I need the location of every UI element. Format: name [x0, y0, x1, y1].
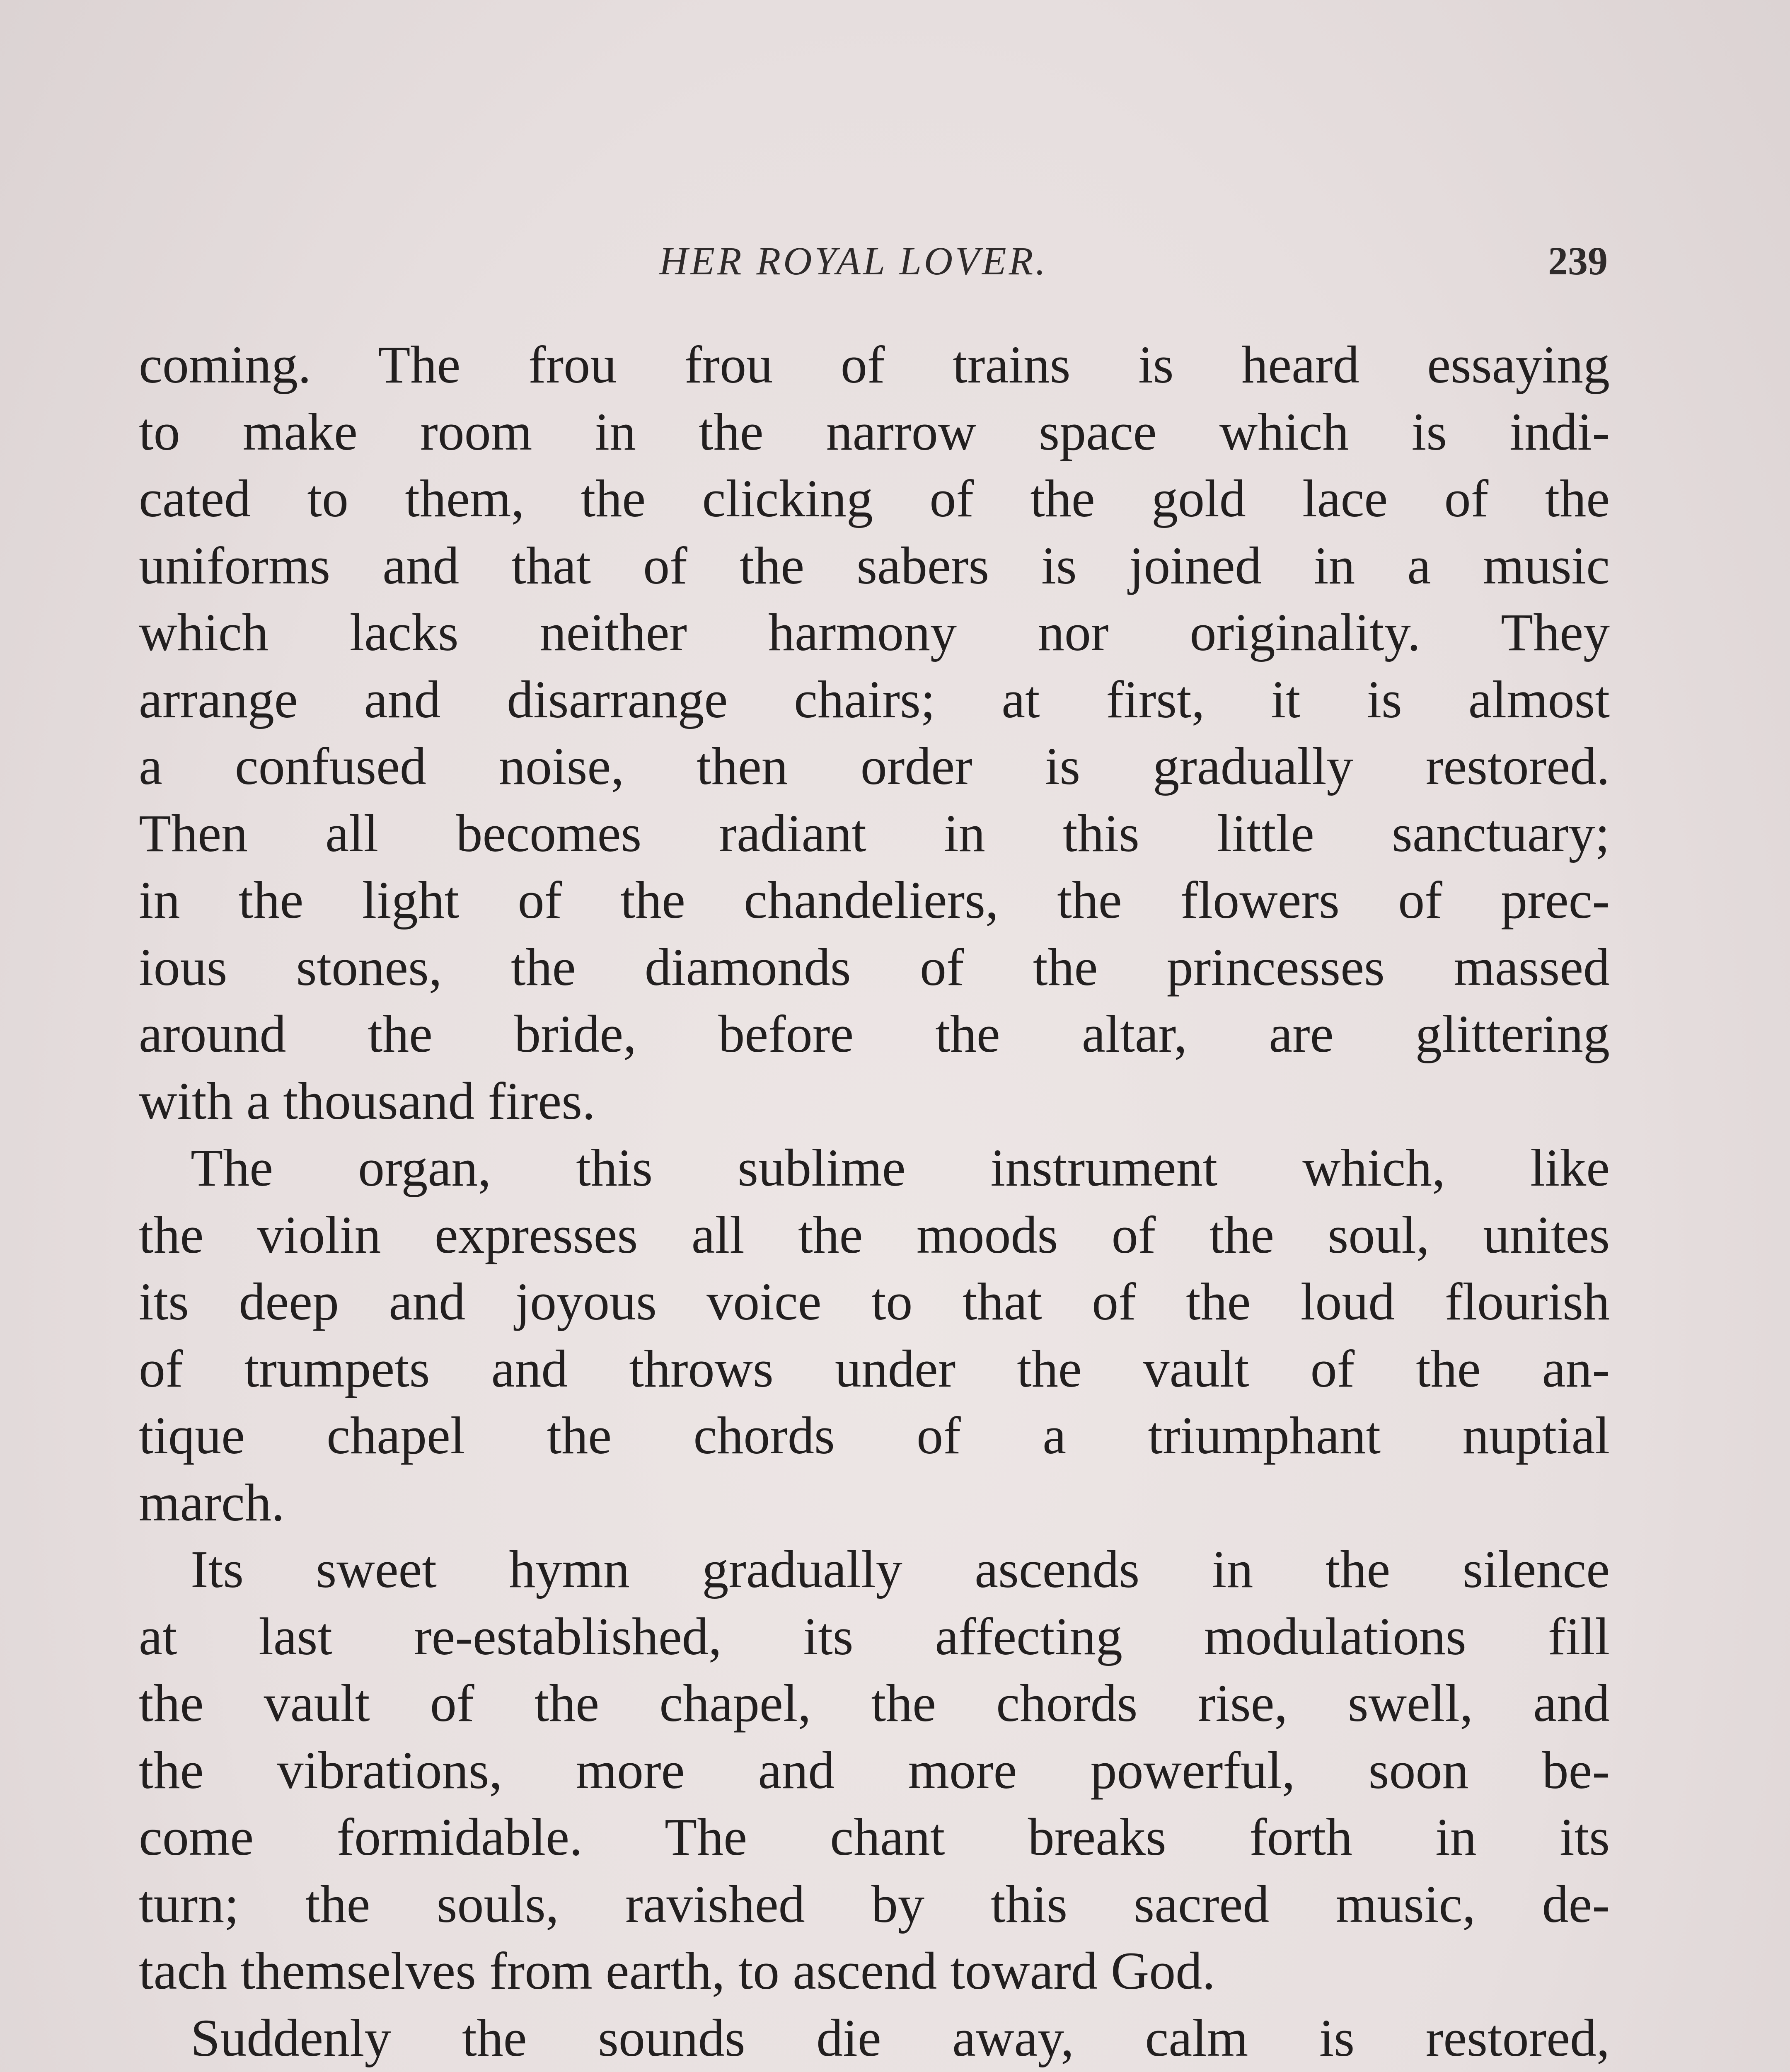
- running-head: [0, 236, 1790, 286]
- text-line: turn; the souls, ravished by this sacred music, de-: [139, 1874, 1610, 1934]
- paragraph: [139, 1536, 1610, 2005]
- text-line: the violin expresses all the moods of the soul, unites: [139, 1205, 1610, 1264]
- text-line: cated to them, the clicking of the gold lace of the: [139, 469, 1610, 528]
- text-line: uniforms and that of the sabers is joined in a music: [139, 536, 1610, 595]
- text-line: with a thousand fires.: [139, 1071, 595, 1130]
- body-text: [139, 332, 1610, 2072]
- paragraph: [139, 2005, 1610, 2072]
- text-line: Its sweet hymn gradually ascends in the silence: [191, 1540, 1610, 1599]
- text-line: march.: [139, 1473, 285, 1532]
- text-line: the vibrations, more and more powerful, soon be-: [139, 1740, 1610, 1800]
- text-line: around the bride, before the altar, are glittering: [139, 1005, 1610, 1063]
- text-line: its deep and joyous voice to that of the loud flourish: [139, 1272, 1610, 1331]
- paragraph: [139, 1135, 1610, 1536]
- text-line: a confused noise, then order is gradually restored.: [139, 737, 1610, 796]
- text-line: Suddenly the sounds die away, calm is restored,: [191, 2008, 1610, 2067]
- text-line: tach themselves from earth, to ascend toward God.: [139, 1941, 1216, 2000]
- text-line: at last re-established, its affecting modulations fill: [139, 1607, 1610, 1666]
- paragraph: [139, 332, 1610, 1135]
- text-line: of trumpets and throws under the vault of the an-: [139, 1339, 1610, 1398]
- text-line: coming. The frou frou of trains is heard essaying: [139, 335, 1610, 394]
- text-line: arrange and disarrange chairs; at first, it is almost: [139, 670, 1610, 729]
- text-line: in the light of the chandeliers, the flowers of prec-: [139, 871, 1610, 929]
- running-title: HER ROYAL LOVER.: [659, 239, 1048, 283]
- text-line: come formidable. The chant breaks forth in its: [139, 1808, 1610, 1866]
- text-line: to make room in the narrow space which is indi-: [139, 402, 1610, 461]
- text-line: which lacks neither harmony nor originality. They: [139, 603, 1610, 662]
- text-line: The organ, this sublime instrument which, like: [191, 1138, 1610, 1197]
- page-number: 239: [1548, 239, 1608, 283]
- text-line: the vault of the chapel, the chords rise, swell, and: [139, 1674, 1610, 1733]
- text-line: ious stones, the diamonds of the princesses massed: [139, 937, 1610, 997]
- text-line: Then all becomes radiant in this little sanctuary;: [139, 804, 1610, 863]
- text-line: tique chapel the chords of a triumphant nuptial: [139, 1406, 1610, 1465]
